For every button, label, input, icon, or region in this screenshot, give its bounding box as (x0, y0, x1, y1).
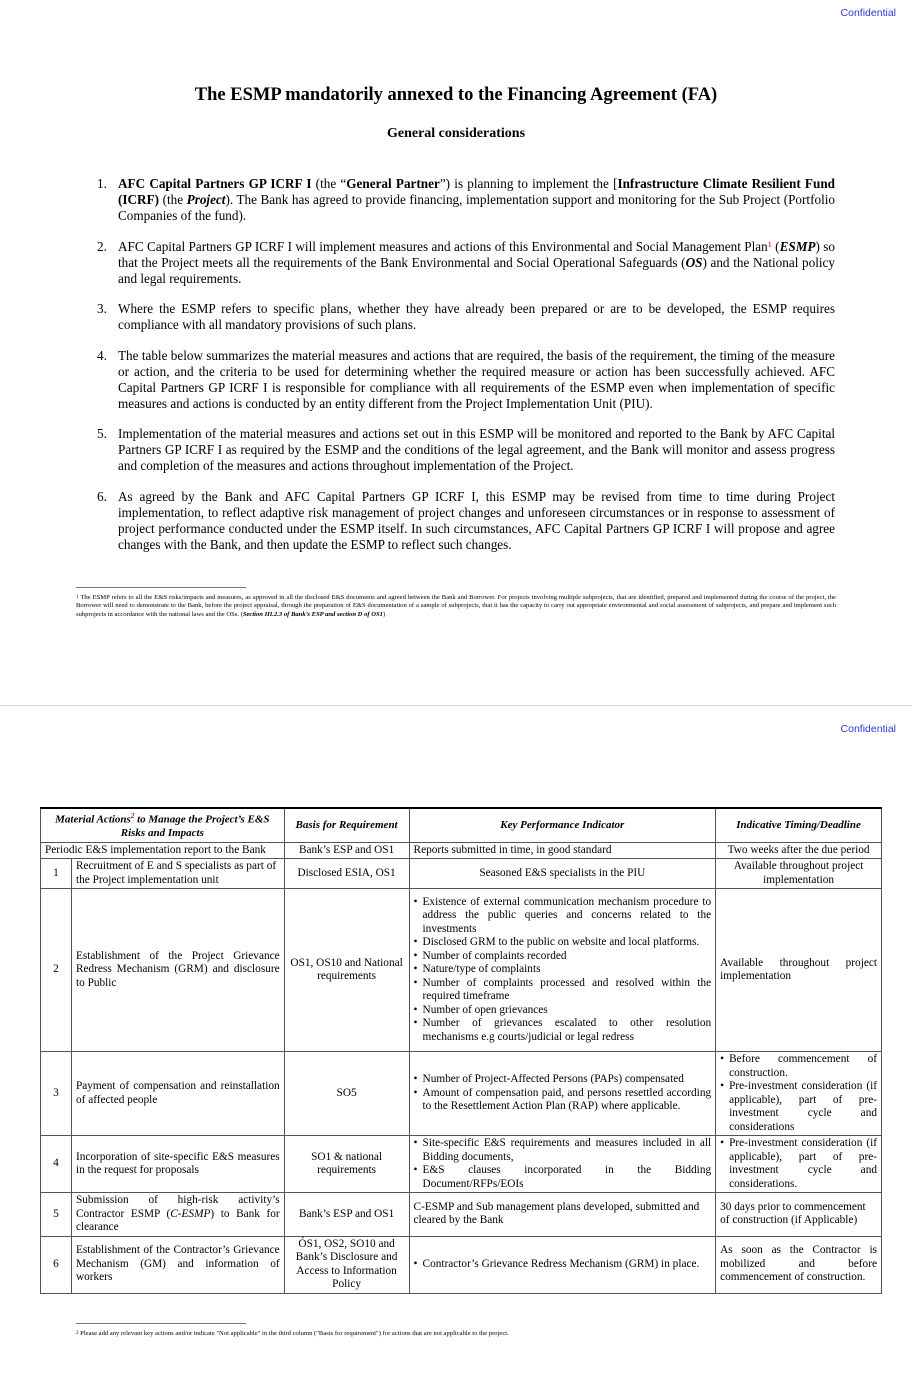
table-row: Periodic E&S implementation report to the Bank Bank’s ESP and OS1 Reports submitted in time, in good standard Two weeks after the due period (41, 842, 882, 859)
list-item: 5. Implementation of the material measures and actions set out in this ESMP will be monitored and reported to the Bank by AFC Capital Partners GP ICRF I as required by the ESMP and the conditions of the legal agreement, and the Bank will monitor and assess progress and completion of the measures and actions throughout implementation of the Project. (97, 426, 835, 473)
list-item: 4. The table below summarizes the material measures and actions that are required, the basis of the requirement, the timing of the measure or action, and the criteria to be used for determining whether the required measure or action has been successfully achieved. AFC Capital Partners GP ICRF I is responsible for compliance with all requirements of the ESMP even when implementation of specific measures and actions is conducted by an entity different from the Project Implementation Unit (PIU). (97, 347, 835, 411)
kpi-bullet-list: • Existence of external communication mechanism procedure to address the public queries and concerns related to the investments • Disclosed GRM to the public on website and local platforms. • Number of complaints recorded • Nature/type of complaints • Number of complaints processed and resolved within the required timeframe • Number of open grievances • Number of grievances escalated to other resolution mechanisms e.g courts/judicial or legal redress (414, 896, 712, 1045)
page-title: The ESMP mandatorily annexed to the Financing Agreement (FA) (194, 85, 718, 105)
header-material-actions: Material Actions$^2$ to Manage the Project’s E&S Risks and Impacts (41, 808, 285, 842)
timing-bullet-list: • Before commencement of construction. • Pre-investment consideration (if applicable), part of pre-investment cycle and considerations (720, 1053, 877, 1134)
section-subtitle: General considerations (386, 126, 526, 141)
footnote-divider (76, 1323, 246, 1324)
table-row: 5 Submission of high-risk activity’s Contractor ESMP (C-ESMP) to Bank for clearance Bank’s ESP and OS1 C-ESMP and Sub management plans developed, submitted and cleared by the Bank 30 days prior to commencement of construction (if Applicable) (41, 1193, 882, 1237)
timing-bullet-list: • Pre-investment consideration (if applicable), part of pre-investment cycle and considerations. (720, 1137, 877, 1191)
kpi-bullet-list: • Contractor’s Grievance Redress Mechanism (GRM) in place. (414, 1258, 712, 1272)
table-row: 3 Payment of compensation and reinstallation of affected people SO5 • Number of Project-Affected Persons (PAPs) compensated • Amount of compensation paid, and persons resettled according to the Resettlement Action Plan (RAP) where applicable. • Before commencement of construction. • Pre-investment consideration (if applicable), part of pre-investment cycle and considerations (41, 1052, 882, 1136)
list-item: 1. AFC Capital Partners GP ICRF I (the “General Partner”) is planning to implement the [Infrastructure Climate Resilient Fund (ICRF) (the Project). The Bank has agreed to provide financing, implementation support and monitoring for the Sub Project (Portfolio Companies of the fund). (97, 176, 835, 223)
footnote-divider (76, 587, 246, 588)
confidential-label: Confidential (840, 7, 896, 19)
table-header-row (41, 808, 882, 842)
header-basis: Basis for Requirement (284, 808, 409, 842)
page-separator (0, 705, 912, 706)
footnote-ref[interactable]: 1 (767, 239, 772, 249)
esmp-table (40, 807, 882, 1294)
table-row: 2 Establishment of the Project Grievance Redress Mechanism (GRM) and disclosure to Public OS1, OS10 and National requirements • Existence of external communication mechanism procedure to address the public queries and concerns related to the investments • Disclosed GRM to the public on website and local platforms. • Number of complaints recorded • Nature/type of complaints • Number of complaints processed and resolved within the required timeframe • Number of open grievances • Number of grievances escalated to other resolution mechanisms e.g courts/judicial or legal redress Available throughout project implementation (41, 889, 882, 1052)
list-item: 2. AFC Capital Partners GP ICRF I will implement measures and actions of this Environmental and Social Management Plan$^1$ (ESMP) so that the Project meets all the requirements of the Bank Environmental and Social Operational Safeguards (OS) and the National policy and legal requirements. (97, 238, 835, 286)
header-kpi: Key Performance Indicator (409, 808, 716, 842)
document-page-2 (0, 707, 912, 1373)
header-timing: Indicative Timing/Deadline (716, 808, 882, 842)
confidential-label: Confidential (840, 723, 896, 735)
table-row: 6 Establishment of the Contractor’s Grievance Mechanism (GM) and information of workers ÓS1, OS2, SO10 and Bank’s Disclosure and Access to Information Policy • Contractor’s Grievance Redress Mechanism (GRM) in place. As soon as the Contractor is mobilized and before commencement of construction. (41, 1236, 882, 1293)
considerations-list (97, 176, 835, 567)
footnote: $^1$ The ESMP refers to all the E&S risks/impacts and measures, as approved in all the disclosed E&S documents and agreed between the Bank and Borrower. For projects involving multiple subprojects, that are identified, prepared and implemented during the course of the project, the Borrower will need to demonstrate to the Bank, before the project appraisal, through the preparation of E&S documentation of a sample of subprojects, that it has the capacity to carry out appropriate environmental and social assessment of subprojects, and prepare and implement such subprojects in accordance with the national laws and the OSs. (Section III.2.3 of Bank’s ESP and section D of OS1) (76, 594, 836, 618)
table-row: 4 Incorporation of site-specific E&S measures in the request for proposals SO1 & national requirements • Site-specific E&S requirements and measures included in all Bidding documents, • E&S clauses incorporated in the Bidding Document/RFPs/EOIs • Pre-investment consideration (if applicable), part of pre-investment cycle and considerations. (41, 1136, 882, 1193)
list-item: 3. Where the ESMP refers to specific plans, whether they have already been prepared or are to be developed, the ESMP requires compliance with all mandatory provisions of such plans. (97, 301, 835, 332)
footnote: $^2$ Please add any relevant key actions and/or indicate "Not applicable" in the third column ("Basis for requirement") for actions that are not applicable to the project. (76, 1330, 509, 1337)
list-item: 6. As agreed by the Bank and AFC Capital Partners GP ICRF I, this ESMP may be revised from time to time during Project implementation, to reflect adaptive risk management of project changes and unforeseen circumstances or in response to assessment of project performance conducted under the ESMP itself. In such circumstances, AFC Capital Partners GP ICRF I will propose and agree changes with the Bank, and then update the ESMP to reflect such changes. (97, 488, 835, 552)
kpi-bullet-list: • Number of Project-Affected Persons (PAPs) compensated • Amount of compensation paid, and persons resettled according to the Resettlement Action Plan (RAP) where applicable. (414, 1073, 712, 1114)
table-row: 1 Recruitment of E and S specialists as part of the Project implementation unit Disclosed ESIA, OS1 Seasoned E&S specialists in the PIU Available throughout project implementation (41, 859, 882, 889)
kpi-bullet-list: • Site-specific E&S requirements and measures included in all Bidding documents, • E&S clauses incorporated in the Bidding Document/RFPs/EOIs (414, 1137, 712, 1191)
